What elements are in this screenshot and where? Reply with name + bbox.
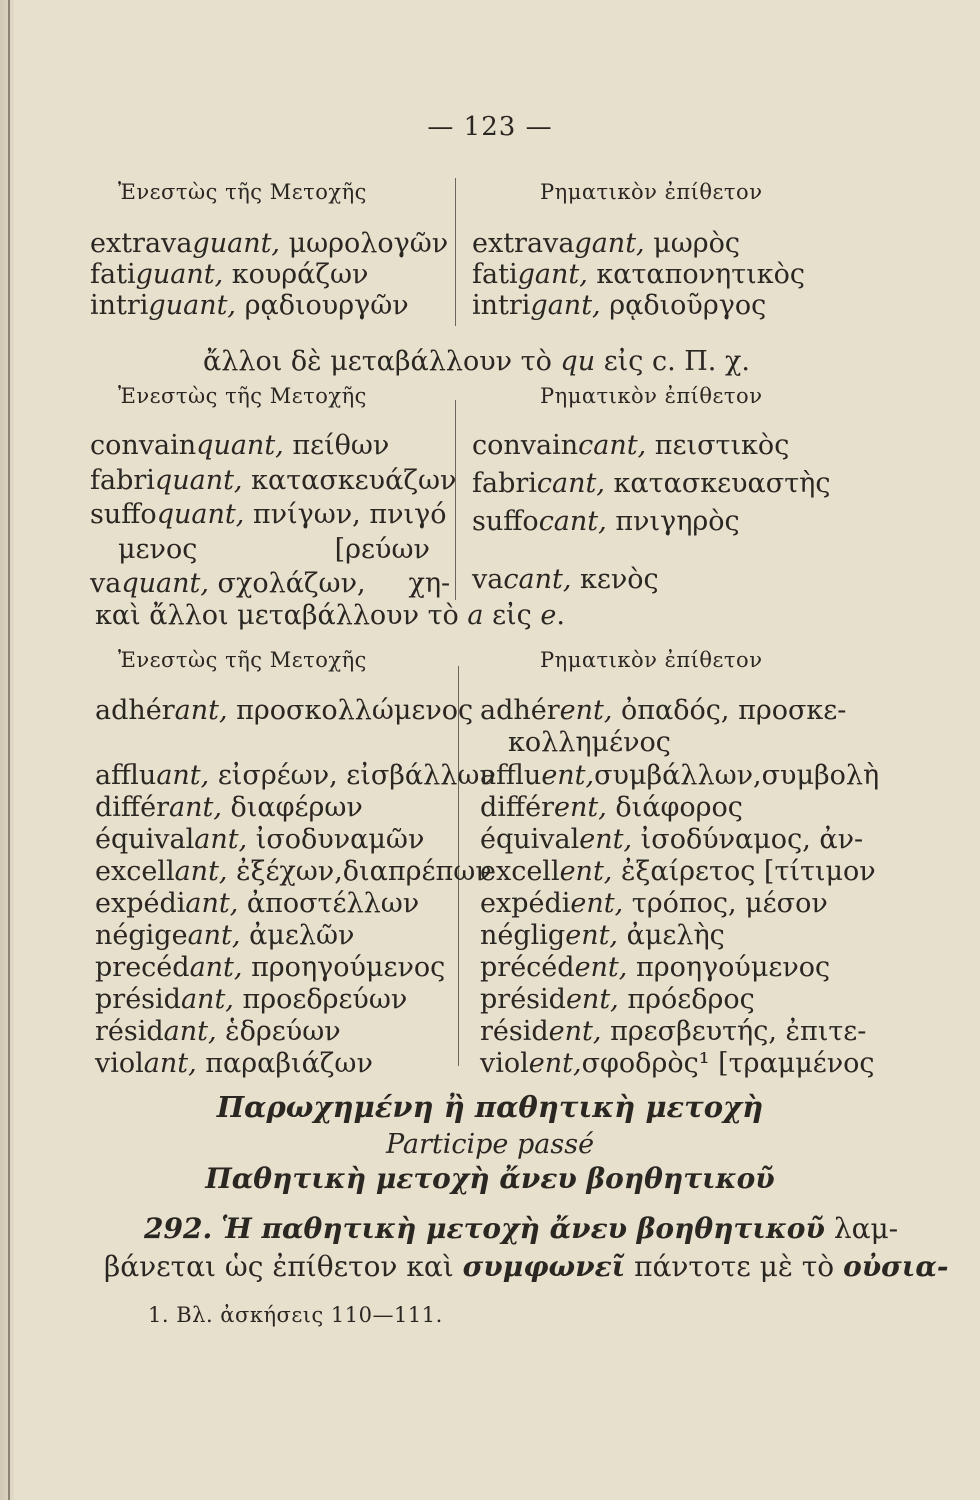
entry-row bbox=[472, 506, 740, 537]
entry-stem: extrava bbox=[90, 228, 193, 259]
entry-row bbox=[480, 920, 725, 951]
entry-stem: intri bbox=[90, 290, 149, 321]
paragraph-line-1 bbox=[144, 1212, 898, 1245]
entry-suffix: ent, bbox=[554, 792, 607, 823]
entry-suffix: ent, bbox=[574, 952, 628, 983]
entry-greek: μενος [ρεύων bbox=[118, 533, 430, 565]
note2-emphasis-2: e bbox=[540, 600, 557, 631]
entry-suffix: quant, bbox=[156, 499, 245, 530]
entry-row bbox=[95, 920, 354, 951]
entry-greek: ἀμελῶν bbox=[240, 920, 355, 951]
entry-stem: résid bbox=[480, 1016, 549, 1047]
entry-greek: προηγούμενος bbox=[242, 952, 446, 983]
section2-right-header: Ρηματικὸν ἐπίθετον bbox=[540, 384, 763, 408]
entry-greek: ἀποστέλλων bbox=[238, 888, 420, 919]
entry-row bbox=[480, 952, 830, 983]
page-number: — 123 — bbox=[427, 112, 553, 142]
footnote: 1. Βλ. ἀσκήσεις 110—111. bbox=[148, 1303, 443, 1327]
entry-suffix: ent, bbox=[559, 695, 613, 726]
section2-left-header: Ἐνεστὼς τῆς Μετοχῆς bbox=[118, 384, 367, 408]
entry-suffix: ant, bbox=[194, 824, 248, 855]
entry-suffix: ant, bbox=[189, 952, 243, 983]
entry-suffix: ant, bbox=[174, 856, 228, 887]
entry-suffix: cant, bbox=[503, 564, 572, 595]
entry-stem: suffo bbox=[90, 499, 157, 530]
entry-greek: πρόεδρος bbox=[618, 984, 755, 1015]
entry-greek: ὀπαδός, προσκε- bbox=[612, 695, 847, 726]
entry-row bbox=[472, 290, 766, 321]
note-qu-to-c bbox=[203, 346, 750, 377]
entry-greek: παραβιάζων bbox=[196, 1048, 373, 1079]
entry-greek: προεδρεύων bbox=[233, 984, 408, 1015]
entry-stem: va bbox=[472, 564, 504, 595]
entry-row bbox=[472, 468, 830, 499]
entry-row bbox=[90, 228, 448, 259]
entry-stem: va bbox=[90, 568, 122, 599]
entry-row bbox=[472, 564, 659, 595]
entry-row bbox=[480, 792, 743, 823]
entry-stem: équival bbox=[95, 824, 195, 855]
entry-stem: extrava bbox=[472, 228, 575, 259]
entry-greek: κολλημένος bbox=[508, 727, 671, 758]
entry-stem: convain bbox=[90, 430, 197, 461]
entry-suffix: ant, bbox=[187, 920, 241, 951]
entry-suffix: gant, bbox=[517, 259, 588, 290]
entry-row bbox=[95, 1048, 373, 1079]
entry-greek: σφοδρὸς¹ [τραμμένος bbox=[581, 1048, 875, 1079]
entry-stem: viol bbox=[95, 1048, 144, 1079]
heading-participle-without-auxiliary: Παθητικὴ μετοχὴ ἄνευ βοηθητικοῦ bbox=[205, 1162, 775, 1195]
entry-row bbox=[480, 984, 755, 1015]
column-divider bbox=[455, 178, 456, 326]
entry-greek: πρεσβευτής, ἐπιτε- bbox=[601, 1016, 867, 1047]
entry-stem: excell bbox=[95, 856, 175, 887]
entry-stem: précéd bbox=[480, 952, 575, 983]
entry-suffix: ent, bbox=[559, 856, 613, 887]
entry-suffix: quant, bbox=[196, 430, 284, 461]
entry-stem: viol bbox=[480, 1048, 529, 1079]
entry-greek: διάφορος bbox=[606, 792, 743, 823]
heading-passive-participle: Παρωχημένη ἢ παθητικὴ μετοχὴ bbox=[216, 1090, 764, 1124]
entry-row bbox=[118, 534, 430, 565]
entry-suffix: ent, bbox=[541, 760, 595, 791]
entry-suffix: gant, bbox=[574, 228, 645, 259]
entry-suffix: ant, bbox=[180, 984, 234, 1015]
entry-stem: intri bbox=[472, 290, 531, 321]
entry-row bbox=[480, 695, 846, 726]
entry-suffix: ent, bbox=[579, 824, 633, 855]
entry-stem: fabri bbox=[472, 468, 537, 499]
page-spine-edge bbox=[0, 0, 14, 1500]
entry-row bbox=[472, 228, 740, 259]
entry-greek: καταπονητικὸς bbox=[587, 259, 806, 290]
entry-greek: πείθων bbox=[283, 430, 390, 461]
entry-row bbox=[95, 888, 419, 919]
entry-suffix: ent, bbox=[565, 920, 619, 951]
entry-suffix: ant, bbox=[169, 792, 222, 823]
section1-right-header: Ρηματικὸν ἐπίθετον bbox=[540, 180, 763, 204]
entry-stem: convain bbox=[472, 430, 579, 461]
entry-greek: κενὸς bbox=[571, 564, 659, 595]
paragraph-text-2: βάνεται ὡς ἐπίθετον καὶ bbox=[104, 1250, 463, 1283]
entry-row bbox=[95, 856, 492, 887]
entry-row bbox=[480, 888, 828, 919]
entry-greek: προσκολλώμενος bbox=[227, 695, 474, 726]
entry-greek: κατασκευάζων bbox=[242, 464, 457, 496]
entry-suffix: guant, bbox=[148, 290, 237, 321]
paragraph-bold-2: συμφωνεῖ bbox=[462, 1250, 626, 1283]
entry-greek: τρόπος, μέσον bbox=[623, 888, 828, 919]
entry-stem: résid bbox=[95, 1016, 164, 1047]
entry-row bbox=[95, 695, 473, 726]
entry-row bbox=[90, 568, 450, 599]
note2-text-end: . bbox=[556, 600, 565, 631]
entry-suffix: ant, bbox=[143, 1048, 197, 1079]
entry-stem: différ bbox=[95, 792, 169, 823]
entry-suffix: ent, bbox=[570, 888, 624, 919]
entry-suffix: guant, bbox=[135, 259, 224, 290]
entry-suffix: cant, bbox=[538, 506, 607, 537]
entry-stem: fabri bbox=[90, 464, 155, 496]
entry-stem: expédi bbox=[95, 888, 186, 919]
entry-row bbox=[480, 824, 863, 855]
entry-row bbox=[480, 760, 879, 791]
entry-greek: ρᾳδιουργῶν bbox=[236, 290, 409, 321]
entry-greek: προηγούμενος bbox=[627, 952, 831, 983]
entry-stem: expédi bbox=[480, 888, 571, 919]
entry-greek: ἐξαίρετος [τίτιμον bbox=[612, 856, 876, 887]
entry-suffix: ent, bbox=[528, 1048, 582, 1079]
note2-emphasis: a bbox=[467, 600, 484, 631]
note1-text-end: εἰς c. Π. χ. bbox=[595, 346, 750, 377]
entry-greek: εἰσρέων, εἰσβάλλων bbox=[209, 760, 496, 791]
entry-greek: κατασκευαστὴς bbox=[604, 468, 831, 499]
note2-text-mid: εἰς bbox=[483, 600, 541, 631]
entry-suffix: cant, bbox=[536, 468, 605, 499]
entry-greek: συμβάλλων,συμβολὴ bbox=[594, 760, 880, 791]
entry-row bbox=[90, 499, 446, 530]
paragraph-text-3: πάντοτε μὲ τὸ bbox=[625, 1250, 844, 1283]
entry-stem: excell bbox=[480, 856, 560, 887]
entry-greek: πνιγηρὸς bbox=[606, 506, 740, 537]
entry-stem: suffo bbox=[472, 506, 539, 537]
entry-greek: ἰσοδυναμῶν bbox=[247, 824, 425, 855]
note2-text: καὶ ἄλλοι μεταβάλλουν τὸ bbox=[95, 600, 468, 631]
entry-row bbox=[95, 760, 496, 791]
entry-stem: présid bbox=[95, 984, 181, 1015]
entry-greek: κουράζων bbox=[223, 259, 369, 290]
entry-stem: afflu bbox=[480, 760, 542, 791]
entry-greek: ἑδρεύων bbox=[216, 1016, 341, 1047]
entry-greek: ρᾳδιοῦργος bbox=[600, 290, 767, 321]
paragraph-bold-3: οὐσια- bbox=[843, 1250, 949, 1283]
paragraph-bold-1: Ἡ παθητικὴ μετοχὴ ἄνευ βοηθητικοῦ bbox=[221, 1212, 825, 1245]
entry-suffix: ant, bbox=[185, 888, 239, 919]
entry-suffix: cant, bbox=[578, 430, 647, 461]
entry-suffix: ant, bbox=[174, 695, 228, 726]
note1-emphasis: qu bbox=[560, 346, 596, 377]
entry-row bbox=[90, 290, 409, 321]
entry-row bbox=[508, 727, 671, 758]
entry-row bbox=[90, 259, 368, 290]
entry-row bbox=[480, 856, 876, 887]
entry-greek: ἀμελὴς bbox=[618, 920, 725, 951]
entry-suffix: ent, bbox=[565, 984, 619, 1015]
paragraph-text-1: λαμ- bbox=[824, 1212, 899, 1245]
entry-suffix: ent, bbox=[548, 1016, 602, 1047]
entry-greek: διαφέρων bbox=[221, 792, 363, 823]
heading-participe-passe: Participe passé bbox=[385, 1129, 595, 1160]
entry-greek: ἰσοδύναμος, ἀν- bbox=[632, 824, 864, 855]
note-a-to-e bbox=[95, 600, 565, 631]
entry-row bbox=[472, 259, 805, 290]
entry-row bbox=[90, 430, 389, 461]
entry-stem: adhér bbox=[480, 695, 560, 726]
entry-greek: μωρὸς bbox=[644, 228, 741, 259]
entry-row bbox=[480, 1016, 866, 1047]
entry-stem: néglig bbox=[480, 920, 566, 951]
entry-row bbox=[95, 984, 407, 1015]
column-divider bbox=[455, 400, 456, 600]
section1-left-header: Ἐνεστὼς τῆς Μετοχῆς bbox=[118, 180, 367, 204]
entry-row bbox=[90, 465, 456, 496]
entry-stem: adhér bbox=[95, 695, 175, 726]
entry-suffix: ant, bbox=[156, 760, 210, 791]
entry-suffix: quant, bbox=[121, 568, 209, 599]
entry-greek: σχολάζων, χη- bbox=[208, 568, 451, 599]
section3-left-header: Ἐνεστὼς τῆς Μετοχῆς bbox=[118, 648, 367, 672]
entry-stem: présid bbox=[480, 984, 566, 1015]
entry-greek: ἐξέχων,διαπρέπων bbox=[227, 856, 492, 887]
entry-stem: fati bbox=[472, 259, 518, 290]
paragraph-line-2 bbox=[104, 1250, 949, 1283]
entry-row bbox=[95, 1016, 341, 1047]
note1-text: ἄλλοι δὲ μεταβάλλουν τὸ bbox=[203, 346, 561, 377]
entry-row bbox=[95, 824, 424, 855]
entry-stem: négige bbox=[95, 920, 188, 951]
entry-suffix: guant, bbox=[192, 228, 281, 259]
entry-stem: precéd bbox=[95, 952, 190, 983]
entry-greek: πειστικὸς bbox=[646, 430, 790, 461]
entry-greek: πνίγων, πνιγό bbox=[244, 499, 447, 530]
entry-greek: μωρολογῶν bbox=[280, 228, 449, 259]
entry-stem: différ bbox=[480, 792, 554, 823]
entry-stem: équival bbox=[480, 824, 580, 855]
section3-right-header: Ρηματικὸν ἐπίθετον bbox=[540, 648, 763, 672]
entry-row bbox=[472, 430, 789, 461]
entry-suffix: quant, bbox=[154, 464, 243, 496]
entry-row bbox=[95, 952, 445, 983]
entry-row bbox=[95, 792, 363, 823]
paragraph-number: 292. bbox=[144, 1212, 213, 1245]
entry-stem: afflu bbox=[95, 760, 157, 791]
entry-suffix: ant, bbox=[163, 1016, 217, 1047]
entry-stem: fati bbox=[90, 259, 136, 290]
entry-suffix: gant, bbox=[530, 290, 601, 321]
entry-row bbox=[480, 1048, 875, 1079]
